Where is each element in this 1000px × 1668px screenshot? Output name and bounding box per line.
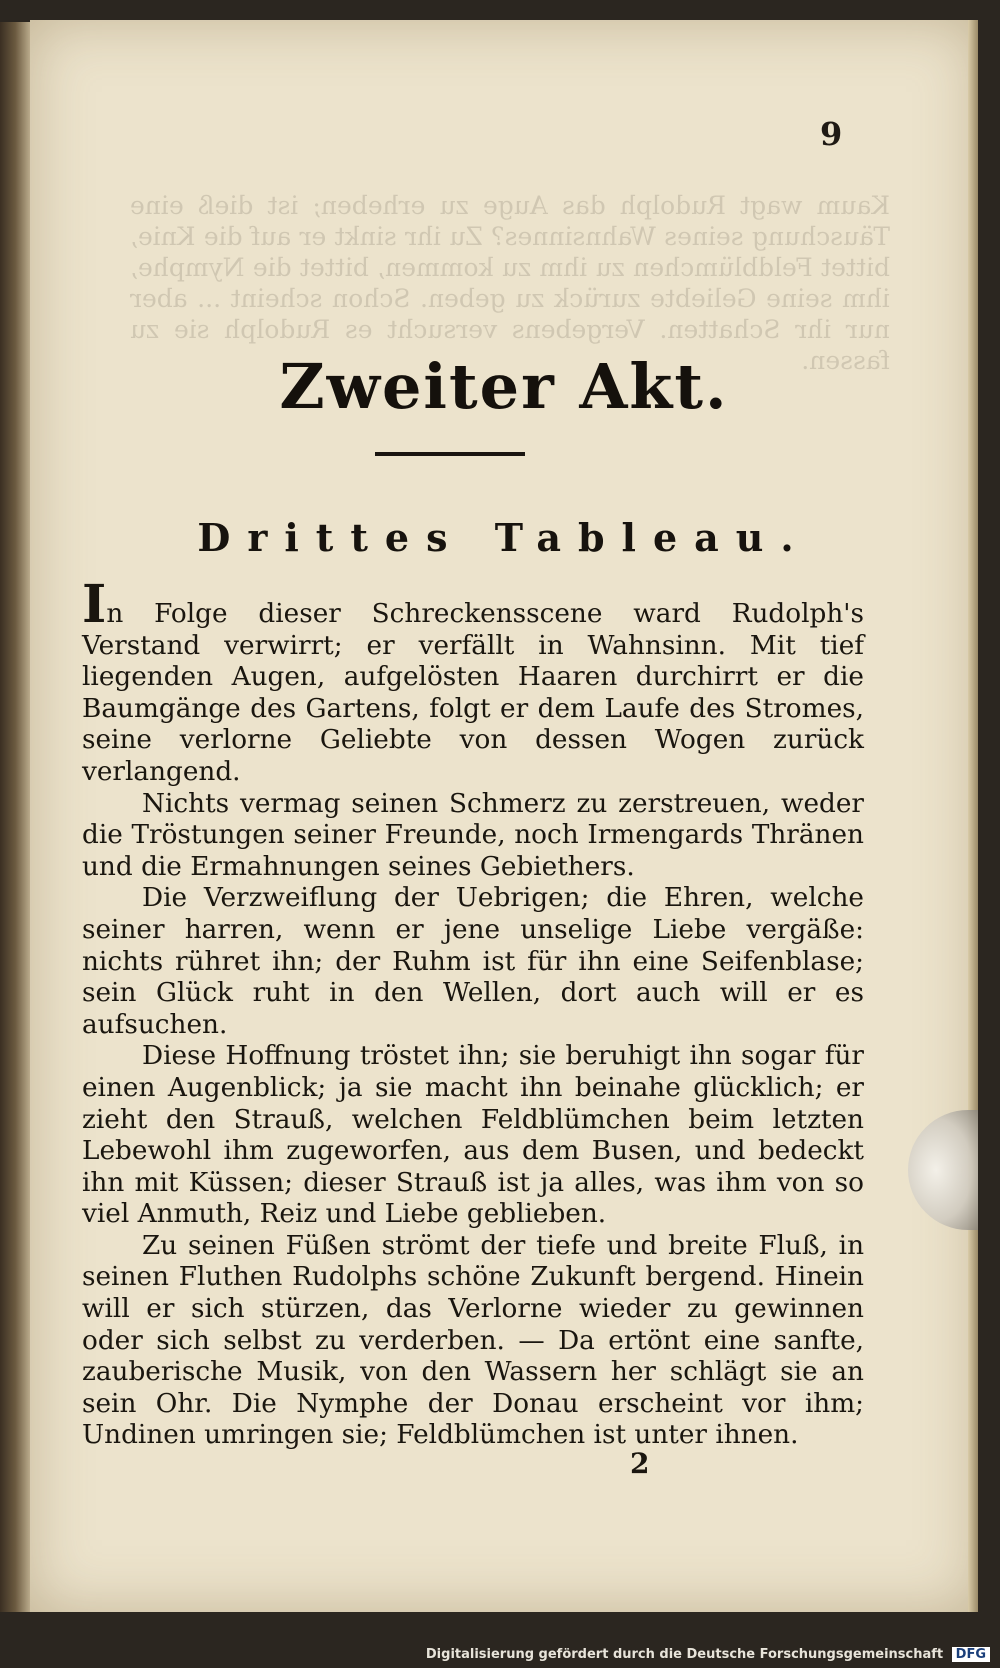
tableau-title: Drittes Tableau.	[197, 515, 811, 560]
paragraph-1	[82, 574, 864, 789]
footer-credit	[426, 1647, 990, 1662]
signature-mark: 2	[630, 1447, 650, 1480]
title-divider	[375, 452, 525, 456]
dfg-logo: DFG	[952, 1647, 990, 1662]
paragraph-4: Diese Hoffnung tröstet ihn; sie beruhigt ihn sogar für einen Augenblick; ja sie macht ihn beinahe glücklich; er zieht den Strauß, welchen Feldblümchen beim letzten Lebewohl ihm zugeworfen, aus dem Busen, und bedeckt ihn mit Küssen; dieser Strauß ist ja alles, was ihm von so viel Anmuth, Reiz und Liebe geblieben.	[82, 1041, 864, 1230]
dropcap: I	[82, 574, 107, 635]
paragraph-5: Zu seinen Füßen strömt der tiefe und breite Fluß, in seinen Fluthen Rudolphs schöne Zukunft bergend. Hinein will er sich stürzen, das Verlorne wieder zu gewinnen oder sich selbst zu verderben. — Da ertönt eine sanfte, zauberische Musik, von den Wassern her schlägt sie an sein Ohr. Die Nymphe der Donau erscheint vor ihm; Undinen umringen sie; Feldblümchen ist unter ihnen.	[82, 1230, 864, 1451]
paragraph-3: Die Verzweiflung der Uebrigen; die Ehren, welche seiner harren, wenn er jene unselige Liebe vergäße: nichts rühret ihn; der Ruhm ist für ihn eine Seifenblase; sein Glück ruht in den Wellen, dort auch will er es aufsuchen.	[82, 883, 864, 1040]
paragraph-1-text: n Folge dieser Schreckensscene ward Rudolph's Verstand verwirrt; er verfällt in Wahnsinn. Mit tief liegenden Augen, aufgelösten Haaren durchirrt er die Baumgänge des Gartens, folgt er dem Laufe des Stromes, seine verlorne Geliebte von dessen Wogen zurück verlangend.	[82, 599, 864, 787]
page-number: 9	[820, 115, 843, 153]
act-title: Zweiter Akt.	[279, 350, 729, 423]
paragraph-2: Nichts vermag seinen Schmerz zu zerstreuen, weder die Tröstungen seiner Freunde, noch Irmengards Thränen und die Ermahnungen seines Gebiethers.	[82, 788, 864, 882]
body-text	[82, 574, 864, 1452]
footer-text: Digitalisierung gefördert durch die Deutsche Forschungsgemeinschaft	[425, 1647, 944, 1662]
book-spine	[0, 22, 34, 1612]
show-through-text: Kaum wagt Rudolph das Auge zu erheben; ist dieß eine Täuschung seines Wahnsinnes? Zu ihr sinkt er auf die Knie, bittet Feldblümchen zu ihm zu kommen, bittet die Nymphe, ihm seine Geliebte zurück zu geben. Schon scheint ... aber nur ihr Schatten. Vergebens versucht es Rudolph sie zu fassen.	[130, 191, 890, 375]
page-edge	[968, 20, 978, 1612]
book-page	[30, 20, 978, 1612]
